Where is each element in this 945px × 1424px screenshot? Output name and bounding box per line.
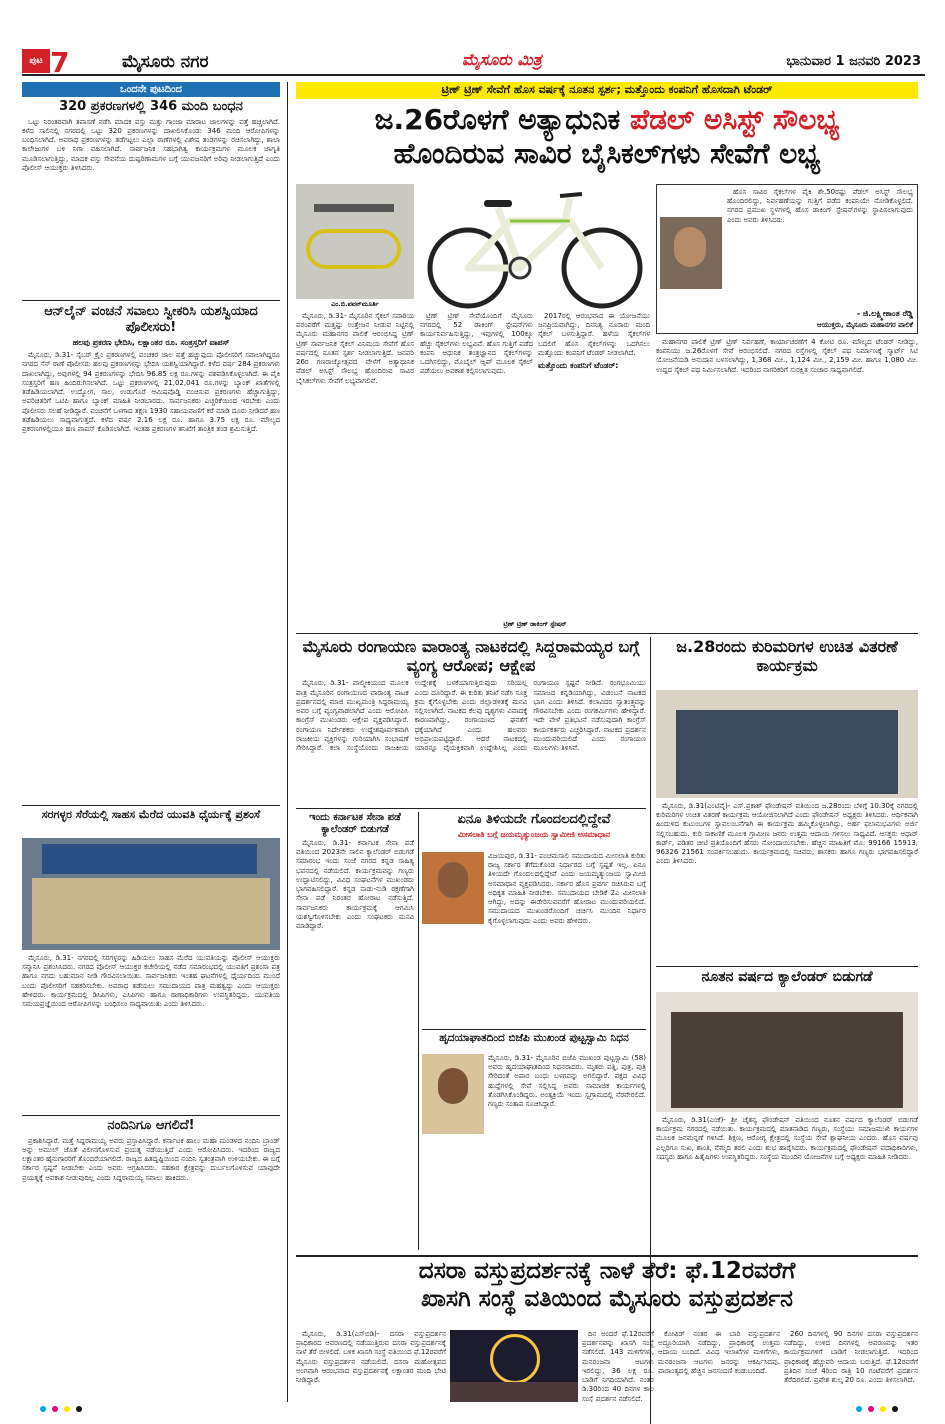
story-headline: ಹೃದಯಾಘಾತದಿಂದ ಬಿಜೆಪಿ ಮುಖಂಡ ಪುಟ್ಟಸ್ವಾಮಿ ನಿಧನ <box>439 1032 629 1044</box>
column-rule <box>418 812 419 1250</box>
story-chain-snatchers <box>22 808 280 828</box>
story-headline: ಮೈಸೂರು ರಂಗಾಯಣ ವಾರಾಂತ್ಯ ನಾಟಕದಲ್ಲಿ ಸಿದ್ದರಾಮಯ್ಯರ ಬಗ್ಗೆ ವ್ಯಂಗ್ಯ ಆರೋಪ; ಆಕ್ಷೇಪ <box>302 637 640 676</box>
story-new-year-calendar <box>656 969 918 987</box>
story-body: ಪ್ರಕಾಶಿಸಿದ್ದಾರೆ. ಮತ್ತೆ ಸಿದ್ದರಾಮಯ್ಯ ಅವರು ಪ್ರಸ್ತಾಪಿಸಿದ್ದಾರೆ. ಕರ್ನಾಟಕ ಹಾಲು ಮಹಾ ಮಂಡಳದ ನಂದಿನಿ ಬ್ರಾಂಡ್ ಅನ್ನು ಅಮುಲ್ ಜೊತೆ ವಿಲೀನಗೊಳಿಸುವ ಪ್ರಯತ್ನ ನಡೆಯುತ್ತಿದೆ ಎಂದು ಆರೋಪಿಸಿದರು. ಇದರಿಂದ ರಾಜ್ಯದ ಲಕ್ಷಾಂತರ ಹೈನುಗಾರರಿಗೆ ತೊಂದರೆಯಾಗಲಿದೆ. ರಾಜ್ಯದ ಹಿತದೃಷ್ಟಿಯಿಂದ ನಂದಿನಿ ಸ್ವತಂತ್ರವಾಗಿ ಉಳಿಯಬೇಕು. ಈ ಬಗ್ಗೆ ಸರ್ಕಾರ ಸ್ಪಷ್ಟನೆ ನೀಡಬೇಕು ಎಂದು ಅವರು ಆಗ್ರಹಿಸಿದರು. ಸಹಕಾರ ಕ್ಷೇತ್ರವನ್ನು ದುರ್ಬಲಗೊಳಿಸುವ ಯಾವುದೇ ಪ್ರಯತ್ನಕ್ಕೆ ಅವಕಾಶ ನೀಡುವುದಿಲ್ಲ ಎಂದು ಸಿದ್ದರಾಮಯ್ಯ ಸವಾಲು ಹಾಕಿದರು. <box>22 1136 280 1182</box>
divider <box>22 300 280 301</box>
story-nandini <box>22 1118 280 1398</box>
story-byline: ಹಲವು ಪ್ರಕರಣ ಭೇದಿಸಿ, ಲಕ್ಷಾಂತರ ರೂ. ಸಂತ್ರಸ್ತರಿಗೆ ವಾಪಸ್ <box>72 338 230 348</box>
dasara-body-col1: ಮೈಸೂರು, ಡಿ.31(ಎಸ್‌ಬಿಡಿ)- ದಸರಾ ವಸ್ತುಪ್ರದರ್ಶನ ಪ್ರಾಧಿಕಾರದ ಆವರಣದಲ್ಲಿ ನಡೆಯುತ್ತಿರುವ ದಸರಾ ವಸ್ತುಪ್ರದರ್ಶನಕ್ಕೆ ನಾಳೆ ತೆರೆ ಬೀಳಲಿದೆ. ಬಳಿಕ ಖಾಸಗಿ ಸಂಸ್ಥೆ ವತಿಯಿಂದ ಫೆ.12ರವರೆಗೆ ಮೈಸೂರು ವಸ್ತುಪ್ರದರ್ಶನ ನಡೆಯಲಿದೆ. ದಸರಾ ಮಹೋತ್ಸವದ ಅಂಗವಾಗಿ ಆರಂಭವಾದ ವಸ್ತುಪ್ರದರ್ಶನಕ್ಕೆ ಲಕ್ಷಾಂತರ ಮಂದಿ ಭೇಟಿ ನೀಡಿದ್ದಾರೆ. <box>296 1330 446 1385</box>
story-chain-snatchers-body: ಮೈಸೂರು, ಡಿ.31- ನಗರದಲ್ಲಿ ಸರಗಳ್ಳರನ್ನು ಹಿಡಿಯಲು ಸಾಹಸ ಮೆರೆದ ಯುವತಿಯನ್ನು ಪೊಲೀಸ್ ಆಯುಕ್ತರು ಸನ್ಮಾನಿಸಿ ಪ್ರಶಂಸಿಸಿದರು. ನಗರದ ಪೊಲೀಸ್ ಆಯುಕ್ತರ ಕಚೇರಿಯಲ್ಲಿ ನಡೆದ ಸಮಾರಂಭದಲ್ಲಿ ಯುವತಿಗೆ ಪ್ರಶಂಸಾ ಪತ್ರ ಹಾಗೂ ನಗದು ಬಹುಮಾನ ನೀಡಿ ಗೌರವಿಸಲಾಯಿತು. ಸಾರ್ವಜನಿಕರು ಇಂತಹ ಘಟನೆಗಳಲ್ಲಿ ಧೈರ್ಯದಿಂದ ಮುಂದೆ ಬಂದು ಪೊಲೀಸರಿಗೆ ಸಹಕರಿಸಬೇಕು. ಅಪರಾಧ ತಡೆಯಲು ಸಮುದಾಯದ ಪಾತ್ರ ಮಹತ್ವದ್ದು ಎಂದು ಆಯುಕ್ತರು ಹೇಳಿದರು. ಕಾರ್ಯಕ್ರಮದಲ್ಲಿ ಡಿಸಿಪಿಗಳು, ಎಸಿಪಿಗಳು ಹಾಗೂ ಠಾಣಾಧಿಕಾರಿಗಳು ಉಪಸ್ಥಿತರಿದ್ದರು. ಯುವತಿಯ ಸಮಯಪ್ರಜ್ಞೆಯಿಂದ ಆರೋಪಿಗಳನ್ನು ಬಂಧಿಸಲು ಸಾಧ್ಯವಾಯಿತು ಎಂದು ತಿಳಿಸಿದರು. <box>22 954 280 1009</box>
paper-logo: ಮೈಸೂರು ಮಿತ್ರ <box>462 50 542 69</box>
dasara-headline-line1: ದಸರಾ ವಸ್ತುಪ್ರದರ್ಶನಕ್ಕೆ ನಾಳೆ ತೆರೆ: ಫೆ.12ರವರೆಗೆ <box>418 1258 796 1284</box>
registration-mark-black <box>892 1406 898 1412</box>
lead-strap-text: ಟ್ರಿಣ್ ಟ್ರಿಣ್ ಸೇವೆಗೆ ಹೊಸ ವರ್ಷಕ್ಕೆ ನೂತನ ಸ್ಪರ್ಶ; ಮತ್ತೊಂದು ಕಂಪನಿಗೆ ಹೊಸದಾಗಿ ಟೆಂಡರ್ <box>441 83 773 96</box>
calendar-release-photo <box>656 992 918 1112</box>
divider <box>296 1255 918 1257</box>
page-label: ಪುಟ <box>22 49 50 73</box>
calendar2-body: ಮೈಸೂರು, ಡಿ.31(ಎಂಕೆ)- ಶ್ರೀ ಚೈತನ್ಯ ಫೌಂಡೇಷನ್ ವತಿಯಿಂದ ನೂತನ ವರ್ಷದ ಕ್ಯಾಲೆಂಡರ್ ಬಿಡುಗಡೆ ಕಾರ್ಯಕ್ರಮ ನಗರದಲ್ಲಿ ನಡೆಯಿತು. ಕಾರ್ಯಕ್ರಮದಲ್ಲಿ ಮಾತನಾಡಿದ ಗಣ್ಯರು, ಸಂಸ್ಥೆಯು ಸಮಾಜಮುಖಿ ಕಾರ್ಯಗಳ ಮೂಲಕ ಜನಮನ್ನಣೆ ಗಳಿಸಿದೆ. ಶಿಕ್ಷಣ, ಆರೋಗ್ಯ ಕ್ಷೇತ್ರದಲ್ಲಿ ಸಂಸ್ಥೆಯ ಸೇವೆ ಶ್ಲಾಘನೀಯ ಎಂದರು. ಹೊಸ ವರ್ಷವು ಎಲ್ಲರಿಗೂ ಸುಖ, ಶಾಂತಿ, ನೆಮ್ಮದಿ ತರಲಿ ಎಂದು ಶುಭ ಹಾರೈಸಿದರು. ಕಾರ್ಯಕ್ರಮದಲ್ಲಿ ಫೌಂಡೇಷನ್ ಪದಾಧಿಕಾರಿಗಳು, ಸದಸ್ಯರು ಹಾಗೂ ಹಿತೈಷಿಗಳು ಉಪಸ್ಥಿತರಿದ್ದರು. ಸಂಸ್ಥೆಯ ಮುಂದಿನ ಯೋಜನೆಗಳ ಬಗ್ಗೆ ಅಧ್ಯಕ್ಷರು ಮಾಹಿತಿ ನೀಡಿದರು. <box>656 1116 918 1161</box>
people-shape <box>671 1012 903 1108</box>
lead-photo-caption: ಟ್ರಿಣ್ ಟ್ರಿಣ್ ಡಾಕಿಂಗ್ ಸ್ಟೇಷನ್ <box>503 620 567 628</box>
column-rule <box>287 82 288 1402</box>
people-shape <box>32 878 270 944</box>
people-shape <box>676 710 898 794</box>
lead-headline-line2: ಹೊಂದಿರುವ ಸಾವಿರ ಬೈಸಿಕಲ್‌ಗಳು ಸೇವೆಗೆ ಲಭ್ಯ <box>393 136 821 170</box>
crowd-shape <box>450 1382 578 1402</box>
story-sena-calendar <box>296 812 414 1252</box>
story-headline: ಏನೂ ತಿಳಿಯದೇ ಗೊಂದಲದಲ್ಲಿದ್ದೇವೆ <box>457 812 611 827</box>
kuri-release-photo <box>656 690 918 798</box>
commissioner-photo <box>660 217 722 289</box>
lead-body-col4: ಮಹಾನಗರ ಪಾಲಿಕೆ ಟ್ರಿಣ್ ಟ್ರಿಣ್ ನಿರ್ವಹಣೆ, ಕಾರ್ಯಾಚರಣೆಗೆ 4 ಕೋಟಿ ರೂ. ಮೌಲ್ಯದ ಟೆಂಡರ್ ನೀಡಿದ್ದು, ಕಂಪನಿಯು ಜ.26ರೊಳಗೆ ಸೇವೆ ಆರಂಭಿಸಲಿದೆ. ನಗರದ ರಸ್ತೆಗಳಲ್ಲಿ ಸೈಕಲ್ ಪಥ ನಿರ್ಮಾಣಕ್ಕೆ ಸ್ಮಾರ್ಟ್ ಸಿಟಿ ಯೋಜನೆಯಡಿ ಅನುದಾನ ಬಳಸಲಾಗಿದ್ದು, 1,368 ಮೀ., 1,124 ಮೀ., 2,159 ಮೀ. ಹಾಗೂ 1,080 ಮೀ. ಉದ್ದದ ಸೈಕಲ್ ಪಥ ನಿರ್ಮಿಸಲಾಗಿದೆ. ಇದರಿಂದ ನಾಗರಿಕರಿಗೆ ಸುರಕ್ಷಿತ ಸಂಚಾರ ಸಾಧ್ಯವಾಗಲಿದೆ. <box>656 338 918 374</box>
story-drug-arrests <box>22 99 280 299</box>
registration-mark-cyan <box>40 1406 46 1412</box>
page-number-badge <box>22 46 96 76</box>
story-headline: ನಂದಿನಿಗೂ ಆಗಲಿದೆ! <box>107 1118 195 1133</box>
story-online-fraud <box>22 304 280 804</box>
kuri-body: ಮೈಸೂರು, ಡಿ.31(ಎಂಟಿವೈ)- ಎಸ್.ಪ್ರಕಾಶ್ ಫೌಂಡೇಷನ್ ವತಿಯಿಂದ ಜ.28ರಂದು ಬೆಳಿಗ್ಗೆ 10.30ಕ್ಕೆ ನಗರದಲ್ಲಿ ಕುರಿಮರಿಗಳ ಉಚಿತ ವಿತರಣೆ ಕಾರ್ಯಕ್ರಮ ಆಯೋಜಿಸಲಾಗಿದೆ ಎಂದು ಫೌಂಡೇಷನ್ ಅಧ್ಯಕ್ಷರು ತಿಳಿಸಿದರು. ಆರ್ಥಿಕವಾಗಿ ಹಿಂದುಳಿದ ಕುಟುಂಬಗಳ ಸ್ವಾವಲಂಬನೆಗಾಗಿ ಈ ಕಾರ್ಯಕ್ರಮ ಹಮ್ಮಿಕೊಳ್ಳಲಾಗಿದ್ದು, ಅರ್ಹ ಫಲಾನುಭವಿಗಳು ಅರ್ಜಿ ಸಲ್ಲಿಸಬಹುದು. ಕುರಿ ಸಾಕಾಣಿಕೆ ಮೂಲಕ ಗ್ರಾಮೀಣ ಜನರು ಉತ್ತಮ ಆದಾಯ ಗಳಿಸಲು ಸಾಧ್ಯವಿದೆ. ಆಸಕ್ತರು ಆಧಾರ್ ಕಾರ್ಡ್, ಪಡಿತರ ಚೀಟಿ ಪ್ರತಿಯೊಂದಿಗೆ ಹೆಸರು ನೋಂದಾಯಿಸಬೇಕು. ಹೆಚ್ಚಿನ ಮಾಹಿತಿಗೆ ಮೊ: 99166 15913, 96326 21561 ಸಂಪರ್ಕಿಸಬಹುದು. ಕಾರ್ಯಕ್ರಮದಲ್ಲಿ ಸಚಿವರು, ಶಾಸಕರು ಹಾಗೂ ಗಣ್ಯರು ಭಾಗವಹಿಸಲಿದ್ದಾರೆ ಎಂದು ತಿಳಿಸಿದರು. <box>656 802 918 866</box>
lead-headline-line1: ಜ.26ರೊಳಗೆ ಅತ್ಯಾಧುನಿಕ ಪೆಡಲ್ ಅಸಿಸ್ಟ್ ಸೌಲಭ್ಯ <box>374 103 840 136</box>
registration-mark-cyan <box>856 1406 862 1412</box>
quote-role: ಆಯುಕ್ತರು, ಮೈಸೂರು ಮಹಾನಗರ ಪಾಲಿಕೆ <box>817 321 913 330</box>
story-headline: ಜ.28ರಂದು ಕುರಿಮರಿಗಳ ಉಚಿತ ವಿತರಣೆ ಕಾರ್ಯಕ್ರಮ <box>676 637 898 676</box>
lead-body-col2: ಟ್ರಿಣ್ ಟ್ರಿಣ್ ಸೇವೆಯೊಂದಿಗೆ ಮೈಸೂರು ನಗರದಲ್ಲಿ 52 ಡಾಕಿಂಗ್ ಸ್ಟೇಷನ್‌ಗಳು ಕಾರ್ಯನಿರ್ವಹಿಸುತ್ತಿದ್ದು, ಇವುಗಳಲ್ಲಿ 100ಕ್ಕೂ ಹೆಚ್ಚು ಸೈಕಲ್‌ಗಳು ಲಭ್ಯವಿವೆ. ಹೊಸ ಗುತ್ತಿಗೆ ಪಡೆದ ಕಂಪನಿ ಆಧುನಿಕ ತಂತ್ರಜ್ಞಾನದ ಸೈಕಲ್‌ಗಳನ್ನು ಒದಗಿಸಲಿದ್ದು, ಮೊಬೈಲ್ ಆ್ಯಪ್ ಮೂಲಕ ಸೈಕಲ್ ಪಡೆಯಲು ಅವಕಾಶ ಕಲ್ಪಿಸಲಾಗುವುದು. <box>420 312 533 376</box>
section-label <box>22 82 280 97</box>
divider <box>422 1029 646 1030</box>
ferris-wheel-shape <box>490 1334 540 1384</box>
page-number: 7 <box>50 46 70 76</box>
dasara-headline-line2: ಖಾಸಗಿ ಸಂಸ್ಥೆ ವತಿಯಿಂದ ಮೈಸೂರು ವಸ್ತುಪ್ರದರ್ಶನ <box>421 1285 793 1312</box>
story-rangayana <box>296 637 646 805</box>
dock-shape <box>314 204 394 212</box>
story-swamiji <box>422 812 646 852</box>
banner-shape <box>42 844 257 874</box>
story-headline: ಇಂದು ಕರ್ನಾಟಕ ಸೇನಾ ಪಡೆ ಕ್ಯಾಲೆಂಡರ್ ಬಿಡುಗಡೆ <box>309 812 401 835</box>
story-body: ಮೈಸೂರು, ಡಿ.31- ಕರ್ನಾಟಕ ಸೇನಾ ಪಡೆ ವತಿಯಿಂದ 2023ನೇ ಸಾಲಿನ ಕ್ಯಾಲೆಂಡರ್ ಬಿಡುಗಡೆ ಸಮಾರಂಭ ಇಂದು ಸಂಜೆ ನಗರದ ಕನ್ನಡ ಸಾಹಿತ್ಯ ಭವನದಲ್ಲಿ ನಡೆಯಲಿದೆ. ಕಾರ್ಯಕ್ರಮವನ್ನು ಗಣ್ಯರು ಉದ್ಘಾಟಿಸಲಿದ್ದು, ವಿವಿಧ ಸಂಘಟನೆಗಳ ಮುಖಂಡರು ಭಾಗವಹಿಸಲಿದ್ದಾರೆ. ಕನ್ನಡ ನಾಡು-ನುಡಿ ರಕ್ಷಣೆಗಾಗಿ ಸೇನಾ ಪಡೆ ನಿರಂತರ ಹೋರಾಟ ನಡೆಸುತ್ತಿದೆ. ಸಾರ್ವಜನಿಕರು ಕಾರ್ಯಕ್ರಮಕ್ಕೆ ಆಗಮಿಸಿ ಯಶಸ್ವಿಗೊಳಿಸಬೇಕು ಎಂದು ಸಂಘಟಕರು ಮನವಿ ಮಾಡಿದ್ದಾರೆ. <box>296 839 414 931</box>
story-subhead: ಮೀಸಲಾತಿ ಬಗ್ಗೆ ಜಯಮೃತ್ಯುಂಜಯ ಸ್ವಾಮೀಜಿ ಅಸಮಾಧಾನ <box>457 829 611 839</box>
docking-station-photo <box>296 184 414 299</box>
divider <box>296 633 918 634</box>
registration-mark-yellow <box>64 1406 70 1412</box>
masthead <box>22 46 925 76</box>
story-body: ಒಟ್ಟು ನಿರಂತರವಾಗಿ ತಪಾಸಣೆ ನಡೆಸಿ ಮಾದಕ ವಸ್ತು ಮತ್ತು ಗಾಂಜಾ ಮಾರಾಟ ಜಾಲಗಳನ್ನು ಪತ್ತೆ ಹಚ್ಚಲಾಗಿದೆ. ಕಳೆದ ಸಾಲಿನಲ್ಲಿ ನಗರದಲ್ಲಿ ಒಟ್ಟು 320 ಪ್ರಕರಣಗಳನ್ನು ದಾಖಲಿಸಿಕೊಂಡು 346 ಮಂದಿ ಆರೋಪಿಗಳನ್ನು ಬಂಧಿಸಲಾಗಿದೆ. ಅಪರಾಧ ಪ್ರಕರಣಗಳನ್ನು ತಡೆಗಟ್ಟಲು ಎಲ್ಲಾ ಠಾಣೆಗಳಲ್ಲಿ ವಿಶೇಷ ತಂಡಗಳನ್ನು ರಚಿಸಲಾಗಿದ್ದು, ಶಾಲಾ ಕಾಲೇಜುಗಳ ಬಳಿ ನಿಗಾ ವಹಿಸಲಾಗಿದೆ. ಸಾರ್ವಜನಿಕ ಸಹಭಾಗಿತ್ವ ಕಾರ್ಯಕ್ರಮಗಳ ಮೂಲಕ ಜಾಗೃತಿ ಮೂಡಿಸಲಾಗುತ್ತಿದ್ದು, ಮಾದಕ ವಸ್ತು ಸೇವನೆಯ ದುಷ್ಪರಿಣಾಮಗಳ ಬಗ್ಗೆ ಯುವಜನರಿಗೆ ಅರಿವು ನೀಡಲಾಗುತ್ತಿದೆ ಎಂದು ಪೊಲೀಸ್ ಆಯುಕ್ತರು ತಿಳಿಸಿದರು. <box>22 117 280 172</box>
photo-credit: ಎಂ.ಬಿ.ಪವನ್‌ಮೂರ್ತಿ <box>331 300 379 308</box>
divider <box>296 808 646 809</box>
dasara-body-col2: ದಿನ ಅಂದರೆ ಫೆ.12ರವರೆಗೆ ಪ್ರದರ್ಶನವನ್ನು ಖಾಸಗಿ ಸಂಸ್ಥೆ ನಡೆಸಲಿದೆ. 143 ಮಳಿಗೆಗಳು, ಮನರಂಜನಾ ಆಟಗಳು ಇರಲಿದ್ದು, 36 ಲಕ್ಷ ರೂ. ಬಾಡಿಗೆ ನಿಗದಿಯಾಗಿದೆ. ನಂತರ ಡಿ.30ರಿಂದ 40 ದಿನಗಳ ಕಾಲ ಸಂಸ್ಥೆ ಪ್ರದರ್ಶನ ನಡೆಸಲಿದೆ. <box>582 1330 654 1402</box>
lead-body-col1: ಮೈಸೂರು, ಡಿ.31- ಮೈಸೂರಿನ ಸೈಕಲ್ ಸವಾರಿಯ ಪರಂಪರೆಗೆ ಮತ್ತಷ್ಟು ಉತ್ತೇಜನ ನೀಡುವ ನಿಟ್ಟಿನಲ್ಲಿ ಮೈಸೂರು ಮಹಾನಗರ ಪಾಲಿಕೆ ಆರಂಭಿಸಿದ್ದ ಟ್ರಿಣ್ ಟ್ರಿಣ್ ಸಾರ್ವಜನಿಕ ಸೈಕಲ್ ವಿನಿಮಯ ಸೇವೆಗೆ ಹೊಸ ವರ್ಷದಲ್ಲಿ ನೂತನ ಸ್ಪರ್ಶ ನೀಡಲಾಗುತ್ತಿದೆ. ಜನವರಿ 26ರ ಗಣರಾಜ್ಯೋತ್ಸವದ ವೇಳೆಗೆ ಅತ್ಯಾಧುನಿಕ ಪೆಡಲ್ ಅಸಿಸ್ಟ್ ಸೌಲಭ್ಯ ಹೊಂದಿರುವ ಸಾವಿರ ಬೈಸಿಕಲ್‌ಗಳು ಸೇವೆಗೆ ಲಭ್ಯವಾಗಲಿವೆ. <box>296 312 414 385</box>
commissioner-quote-box <box>656 184 918 334</box>
obituary-body: ಮೈಸೂರು, ಡಿ.31- ಮೈಸೂರಿನ ಬಿಜೆಪಿ ಮುಖಂಡ ಪುಟ್ಟಸ್ವಾಮಿ (58) ಅವರು ಹೃದಯಾಘಾತದಿಂದ ನಿಧನರಾದರು. ಮೃತರು ಪತ್ನಿ, ಪುತ್ರ, ಪುತ್ರಿ ಸೇರಿದಂತೆ ಅಪಾರ ಬಂಧು ಬಳಗವನ್ನು ಅಗಲಿದ್ದಾರೆ. ಪಕ್ಷದ ವಿವಿಧ ಹುದ್ದೆಗಳಲ್ಲಿ ಸೇವೆ ಸಲ್ಲಿಸಿದ್ದ ಅವರು ಸಾಮಾಜಿಕ ಕಾರ್ಯಗಳಲ್ಲಿ ತೊಡಗಿಸಿಕೊಂಡಿದ್ದರು. ಅಂತ್ಯಕ್ರಿಯೆ ಇಂದು ಸ್ವಗ್ರಾಮದಲ್ಲಿ ನೆರವೇರಲಿದೆ. ಗಣ್ಯರು ಸಂತಾಪ ಸೂಚಿಸಿದ್ದಾರೆ. <box>488 1054 646 1109</box>
quote-credit: - ಜಿ.ಲಕ್ಷ್ಮೀಕಾಂತ ರೆಡ್ಡಿ <box>856 309 913 318</box>
police-felicitation-photo <box>22 838 280 950</box>
registration-mark-black <box>76 1406 82 1412</box>
story-headline: 320 ಪ್ರಕರಣಗಳಲ್ಲಿ 346 ಮಂದಿ ಬಂಧನ <box>59 99 243 114</box>
cycle-shape <box>306 229 401 269</box>
lead-body-col3: 2017ರಲ್ಲಿ ಆರಂಭವಾದ ಈ ಯೋಜನೆಯು ಜನಪ್ರಿಯವಾಗಿದ್ದು, ದಿನನಿತ್ಯ ನೂರಾರು ಮಂದಿ ಸೈಕಲ್ ಬಳಸುತ್ತಿದ್ದಾರೆ. ಹಳೆಯ ಸೈಕಲ್‌ಗಳ ಬದಲಿಗೆ ಹೊಸ ಸೈಕಲ್‌ಗಳನ್ನು ಒದಗಿಸಲು ಮತ್ತೊಂದು ಕಂಪನಿಗೆ ಟೆಂಡರ್ ನೀಡಲಾಗಿದೆ. ಮತ್ತೊಂದು ಕಂಪನಿಗೆ ಟೆಂಡರ್: <box>538 312 650 371</box>
bicycle-illustration <box>420 186 650 311</box>
story-headline: ಸರಗಳ್ಳರ ಸೆರೆಯಲ್ಲಿ ಸಾಹಸ ಮೆರೆದ ಯುವತಿ ಧೈರ್ಯಕ್ಕೆ ಪ್ರಶಂಸೆ <box>41 808 261 821</box>
exhibition-night-photo <box>450 1330 578 1402</box>
lead-subhead: ಮತ್ತೊಂದು ಕಂಪನಿಗೆ ಟೆಂಡರ್: <box>538 361 619 371</box>
registration-mark-yellow <box>880 1406 886 1412</box>
story-body: ಮೈಸೂರು, ಡಿ.31- ಸೈಬರ್ ಕ್ರೈಂ ಪ್ರಕರಣಗಳಲ್ಲಿ ವಂಚಕರ ಜಾಲ ಪತ್ತೆ ಹಚ್ಚುವುದು ಪೊಲೀಸರಿಗೆ ಸವಾಲಾಗಿದ್ದರೂ ನಗರದ ಸೆನ್ ಠಾಣೆ ಪೊಲೀಸರು ಹಲವು ಪ್ರಕರಣಗಳನ್ನು ಭೇದಿಸಿ ಯಶಸ್ವಿಯಾಗಿದ್ದಾರೆ. ಕಳೆದ ವರ್ಷ 284 ಪ್ರಕರಣಗಳು ದಾಖಲಾಗಿದ್ದು, ಅವುಗಳಲ್ಲಿ 94 ಪ್ರಕರಣಗಳನ್ನು ಭೇದಿಸಿ 96.85 ಲಕ್ಷ ರೂ.ಗಳನ್ನು ವಶಪಡಿಸಿಕೊಳ್ಳಲಾಗಿದೆ. ಈ ಪೈಕಿ ಸಂತ್ರಸ್ತರಿಗೆ ಹಣ ಹಿಂದಿರುಗಿಸಲಾಗಿದೆ. ಒಟ್ಟು ಪ್ರಕರಣಗಳಲ್ಲಿ 21,02,041 ರೂ.ಗಳನ್ನು ಬ್ಯಾಂಕ್ ಖಾತೆಗಳಲ್ಲಿ ತಡೆಹಿಡಿಯಲಾಗಿದೆ. ಉದ್ಯೋಗ, ಸಾಲ, ಉಡುಗೊರೆ ಆಮಿಷವೊಡ್ಡಿ ವಂಚಿಸುವ ಪ್ರಕರಣಗಳು ಹೆಚ್ಚಾಗುತ್ತಿದ್ದು, ಅಪರಿಚಿತರಿಗೆ ಒಟಿಪಿ ಹಾಗೂ ಬ್ಯಾಂಕ್ ಮಾಹಿತಿ ನೀಡಬಾರದು. ಸಾರ್ವಜನಿಕರು ಎಚ್ಚರಿಕೆಯಿಂದ ಇರಬೇಕು ಎಂದು ಪೊಲೀಸರು ಸಲಹೆ ನೀಡಿದ್ದಾರೆ. ವಂಚನೆಗೆ ಒಳಗಾದ ತಕ್ಷಣ 1930 ಸಹಾಯವಾಣಿಗೆ ಕರೆ ಮಾಡಿ ದೂರು ನೀಡಿದರೆ ಹಣ ತಡೆಹಿಡಿಯಲು ಸಾಧ್ಯವಾಗುತ್ತದೆ. ಕಳೆದ ವರ್ಷ 2.16 ಲಕ್ಷ ರೂ. ಹಾಗೂ 3.75 ಲಕ್ಷ ರೂ. ಮೌಲ್ಯದ ಪ್ರಕರಣಗಳಲ್ಲಿಯೂ ಹಣ ವಾಪಸ್ ಕೊಡಿಸಲಾಗಿದೆ. ಇಂತಹ ಪ್ರಕರಣಗಳ ತನಿಖೆಗೆ ತಾಂತ್ರಿಕ ತಂಡ ಶ್ರಮಿಸುತ್ತಿದೆ. <box>22 351 280 434</box>
handlebar <box>560 194 582 196</box>
story-obituary <box>422 1032 646 1050</box>
story-body: ಮೈಸೂರು, ಡಿ.31- ವಾಲ್ಮೀಕಿಯಂದ ಮೂಲಕ ಪಾತ್ರ ಮೈಸೂರಿನ ರಂಗಾಯಣದ ವಾರಾಂತ್ಯ ನಾಟಕ ಪ್ರದರ್ಶನದಲ್ಲಿ ಮಾಜಿ ಮುಖ್ಯಮಂತ್ರಿ ಸಿದ್ದರಾಮಯ್ಯ ಅವರ ಬಗ್ಗೆ ವ್ಯಂಗ್ಯವಾಡಲಾಗಿದೆ ಎಂದು ಆರೋಪಿಸಿ ಕಾಂಗ್ರೆಸ್ ಮುಖಂಡರು ಆಕ್ಷೇಪ ವ್ಯಕ್ತಪಡಿಸಿದ್ದಾರೆ. ರಂಗಾಯಣ ನಿರ್ದೇಶಕರು ಉದ್ದೇಶಪೂರ್ವಕವಾಗಿ ರಾಜಕೀಯ ವ್ಯಕ್ತಿಗಳನ್ನು ಗುರಿಯಾಗಿಸಿ ಸಂಭಾಷಣೆ ಸೇರಿಸಿದ್ದಾರೆ. ಕಲಾ ಸಂಸ್ಥೆಯೊಂದು ರಾಜಕೀಯ ಉದ್ದೇಶಕ್ಕೆ ಬಳಕೆಯಾಗುತ್ತಿರುವುದು ಸರಿಯಲ್ಲ ಎಂದು ದೂರಿದ್ದಾರೆ. ಈ ಕುರಿತು ತನಿಖೆ ನಡೆಸಿ ಸೂಕ್ತ ಕ್ರಮ ಕೈಗೊಳ್ಳಬೇಕು ಎಂದು ಜಿಲ್ಲಾಡಳಿತಕ್ಕೆ ಮನವಿ ಸಲ್ಲಿಸಲಾಗಿದೆ. ನಾಟಕದ ಕೆಲವು ದೃಶ್ಯಗಳು ವಿವಾದಕ್ಕೆ ಕಾರಣವಾಗಿದ್ದು, ರಂಗಾಯಣದ ಘನತೆಗೆ ಧಕ್ಕೆಯಾಗಿದೆ ಎಂದು ಹಲವರು ಅಭಿಪ್ರಾಯಪಟ್ಟಿದ್ದಾರೆ. ಆದರೆ ನಾಟಕದಲ್ಲಿ ಯಾರನ್ನೂ ವೈಯಕ್ತಿಕವಾಗಿ ಉದ್ದೇಶಿಸಿಲ್ಲ ಎಂದು ರಂಗಾಯಣ ಸ್ಪಷ್ಟನೆ ನೀಡಿದೆ. ರಂಗಭೂಮಿಯು ಸಮಾಜದ ಕನ್ನಡಿಯಾಗಿದ್ದು, ವಿಡಂಬನೆ ನಾಟಕದ ಭಾಗ ಎಂದು ತಿಳಿಸಿದೆ. ಕಲಾವಿದರ ಸ್ವಾತಂತ್ರ್ಯವನ್ನು ಗೌರವಿಸಬೇಕು ಎಂದು ರಂಗಕರ್ಮಿಗಳು ಹೇಳಿದ್ದಾರೆ. ಇದೇ ವೇಳೆ ಪ್ರತಿಭಟನೆ ನಡೆಸುವುದಾಗಿ ಕಾಂಗ್ರೆಸ್ ಕಾರ್ಯಕರ್ತರು ಎಚ್ಚರಿಸಿದ್ದಾರೆ. ನಾಟಕದ ಪ್ರದರ್ಶನ ಮುಂದುವರಿಯಲಿದೆ ಎಂದು ರಂಗಾಯಣ ಮೂಲಗಳು ತಿಳಿಸಿವೆ. <box>296 679 646 753</box>
lead-headline <box>296 103 918 181</box>
divider <box>22 805 280 806</box>
face-shape <box>674 227 706 267</box>
lead-strap <box>296 82 918 99</box>
story-headline: ನೂತನ ವರ್ಷದ ಕ್ಯಾಲೆಂಡರ್ ಬಿಡುಗಡೆ <box>701 969 873 985</box>
swamiji-body: ವಿಜಯಪುರ, ಡಿ.31- ಪಂಚಮಸಾಲಿ ಸಮುದಾಯದ ಮೀಸಲಾತಿ ಕುರಿತು ರಾಜ್ಯ ಸರ್ಕಾರ ತೆಗೆದುಕೊಂಡ ನಿರ್ಧಾರದ ಬಗ್ಗೆ ಸ್ಪಷ್ಟತೆ ಇಲ್ಲ. ಏನೂ ತಿಳಿಯದೇ ಗೊಂದಲದಲ್ಲಿದ್ದೇವೆ ಎಂದು ಜಯಮೃತ್ಯುಂಜಯ ಸ್ವಾಮೀಜಿ ಅಸಮಾಧಾನ ವ್ಯಕ್ತಪಡಿಸಿದರು. ಸರ್ಕಾರ ಹೊಸ ಪ್ರವರ್ಗ ರಚಿಸಿರುವ ಬಗ್ಗೆ ಅಧಿಕೃತ ಮಾಹಿತಿ ನೀಡಬೇಕು. ಸಮುದಾಯದ ಬೇಡಿಕೆ 2ಎ ಮೀಸಲಾತಿ ಆಗಿದ್ದು, ಅದನ್ನು ಈಡೇರಿಸುವವರೆಗೆ ಹೋರಾಟ ಮುಂದುವರಿಯಲಿದೆ. ಸಮುದಾಯದ ಮುಖಂಡರೊಂದಿಗೆ ಚರ್ಚಿಸಿ ಮುಂದಿನ ನಿರ್ಧಾರ ಕೈಗೊಳ್ಳಲಾಗುವುದು ಎಂದು ಅವರು ಹೇಳಿದರು. <box>488 852 646 925</box>
registration-mark-magenta <box>52 1406 58 1412</box>
section-label-text: ಒಂದನೇ ಪುಟದಿಂದ <box>120 84 182 95</box>
divider <box>22 1115 280 1116</box>
registration-mark-magenta <box>868 1406 874 1412</box>
dasara-body-col3: ಕೋವಿಡ್ ನಂತರ ಈ ಬಾರಿ ವಸ್ತುಪ್ರದರ್ಶನ ಅದ್ದೂರಿಯಾಗಿ ನಡೆದಿದ್ದು, ಪ್ರಾಧಿಕಾರಕ್ಕೆ ಉತ್ತಮ ಆದಾಯ ಬಂದಿದೆ. ವಿವಿಧ ಇಲಾಖೆಗಳ ಮಳಿಗೆಗಳು, ಮನರಂಜನಾ ಆಟಗಳು ಜನರನ್ನು ಆಕರ್ಷಿಸಿದವು. ವಾರಾಂತ್ಯದಲ್ಲಿ ಹೆಚ್ಚಿನ ಜನಸಂದಣಿ ಕಂಡುಬಂದಿದೆ. <box>658 1330 780 1375</box>
dasara-headline-block <box>296 1258 918 1328</box>
saddle <box>484 200 512 207</box>
quote-text: ಹೊಸ ಸಾವಿರ ಸೈಕಲ್‌ಗಳ ಪೈಕಿ ಶೇ.50ರಷ್ಟು ಪೆಡಲ್ ಅಸಿಸ್ಟ್ ಸೌಲಭ್ಯ ಹೊಂದಿರಲಿದ್ದು, ನಿರ್ವಹಣೆಯನ್ನು ಗುತ್ತಿಗೆ ಪಡೆದ ಕಂಪನಿಯೇ ನೋಡಿಕೊಳ್ಳಲಿದೆ. ನಗರದ ಪ್ರಮುಖ ಸ್ಥಳಗಳಲ್ಲಿ ಹೊಸ ಡಾಕಿಂಗ್ ಸ್ಟೇಷನ್‌ಗಳನ್ನು ಸ್ಥಾಪಿಸಲಾಗುವುದು ಎಂದು ಅವರು ತಿಳಿಸಿದರು. <box>727 188 913 224</box>
dasara-body-col4: 260 ದಿನಗಳಲ್ಲಿ 90 ದಿನಗಳ ದಸರಾ ವಸ್ತುಪ್ರದರ್ಶನ ನಡೆದಿದ್ದು, ಉಳಿದ ದಿನಗಳಲ್ಲಿ ಆವರಣವನ್ನು ಇತರ ಕಾರ್ಯಕ್ರಮಗಳಿಗೆ ಬಾಡಿಗೆ ನೀಡಲಾಗುತ್ತಿದೆ. ಇದರಿಂದ ಪ್ರಾಧಿಕಾರಕ್ಕೆ ಹೆಚ್ಚುವರಿ ಆದಾಯ ಬರುತ್ತಿದೆ. ಫೆ.12ರವರೆಗೆ ಪ್ರತಿದಿನ ಸಂಜೆ 4ರಿಂದ ರಾತ್ರಿ 10 ಗಂಟೆವರೆಗೆ ಪ್ರದರ್ಶನ ತೆರೆದಿರಲಿದೆ. ಪ್ರವೇಶ ಶುಲ್ಕ 20 ರೂ. ಎಂದು ತಿಳಿಸಲಾಗಿದೆ. <box>784 1330 918 1385</box>
divider <box>656 966 918 967</box>
story-headline: ಆನ್‌ಲೈನ್ ವಂಚನೆ ಸವಾಲು ಸ್ವೀಕರಿಸಿ ಯಶಸ್ವಿಯಾದ ಪೊಲೀಸರು! <box>44 304 258 335</box>
issue-date: ಭಾನುವಾರ 1 ಜನವರಿ 2023 <box>786 54 921 69</box>
section-title: ಮೈಸೂರು ನಗರ <box>122 52 209 72</box>
